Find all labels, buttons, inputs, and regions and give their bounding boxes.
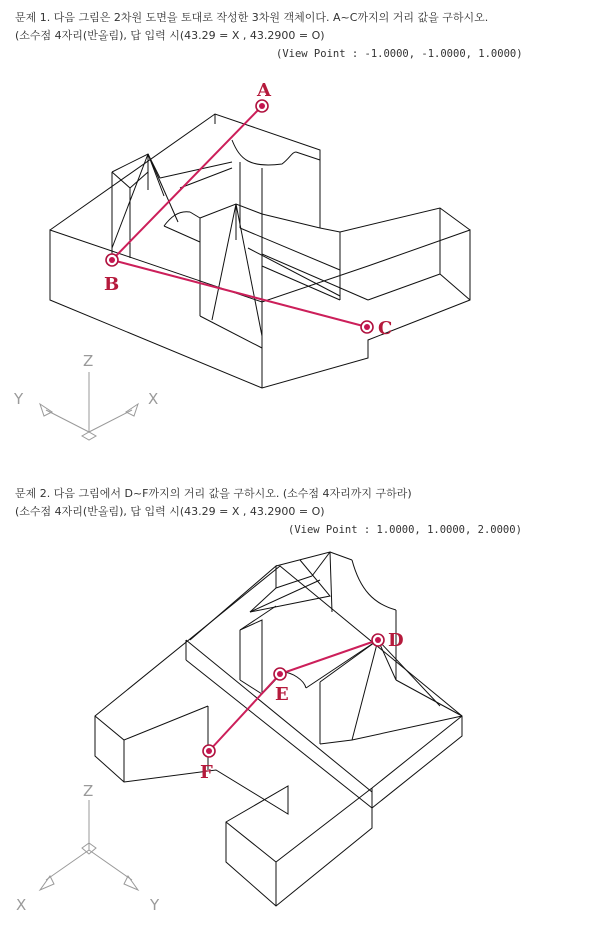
point-c-label: C xyxy=(378,318,393,339)
figure2-wireframe xyxy=(95,552,462,906)
figure1-axis-x-label: X xyxy=(148,390,159,408)
figure1-axis-y-label: Y xyxy=(14,390,24,408)
figure2-axis-y-label: Y xyxy=(150,896,160,914)
figure1-wireframe xyxy=(50,114,470,388)
figure1-axis-z-label: Z xyxy=(83,352,94,370)
figure1-measurement xyxy=(104,80,392,339)
problem1-viewpoint: (View Point : -1.0000, -1.0000, 1.0000) xyxy=(276,48,523,60)
figure2-axis-z-label: Z xyxy=(83,782,94,800)
figure1-axis-icon xyxy=(13,352,158,440)
point-e-label: E xyxy=(275,684,289,705)
problem2-instruction: (소수점 4자리(반올림), 답 입력 시(43.29 = X , 43.2900 = O) xyxy=(15,505,325,518)
problem1-instruction: (소수점 4자리(반올림), 답 입력 시(43.29 = X , 43.2900 = O) xyxy=(15,29,325,42)
point-a-label: A xyxy=(257,80,271,101)
problem2-viewpoint: (View Point : 1.0000, 1.0000, 2.0000) xyxy=(288,524,522,536)
problem1-title: 문제 1. 다음 그림은 2차원 도면을 토대로 작성한 3차원 객체이다. A~C까지의 거리 값을 구하시오. xyxy=(15,11,489,24)
point-f-label: F xyxy=(200,762,213,783)
problem2-title: 문제 2. 다음 그림에서 D~F까지의 거리 값을 구하시오. (소수점 4자리까지 구하라) xyxy=(15,487,412,500)
figure2-axis-x-label: X xyxy=(16,896,27,914)
point-b-label: B xyxy=(104,274,120,295)
figure2-measurement xyxy=(200,630,404,783)
point-d-label: D xyxy=(388,630,404,651)
figure2-axis-icon xyxy=(16,782,160,914)
